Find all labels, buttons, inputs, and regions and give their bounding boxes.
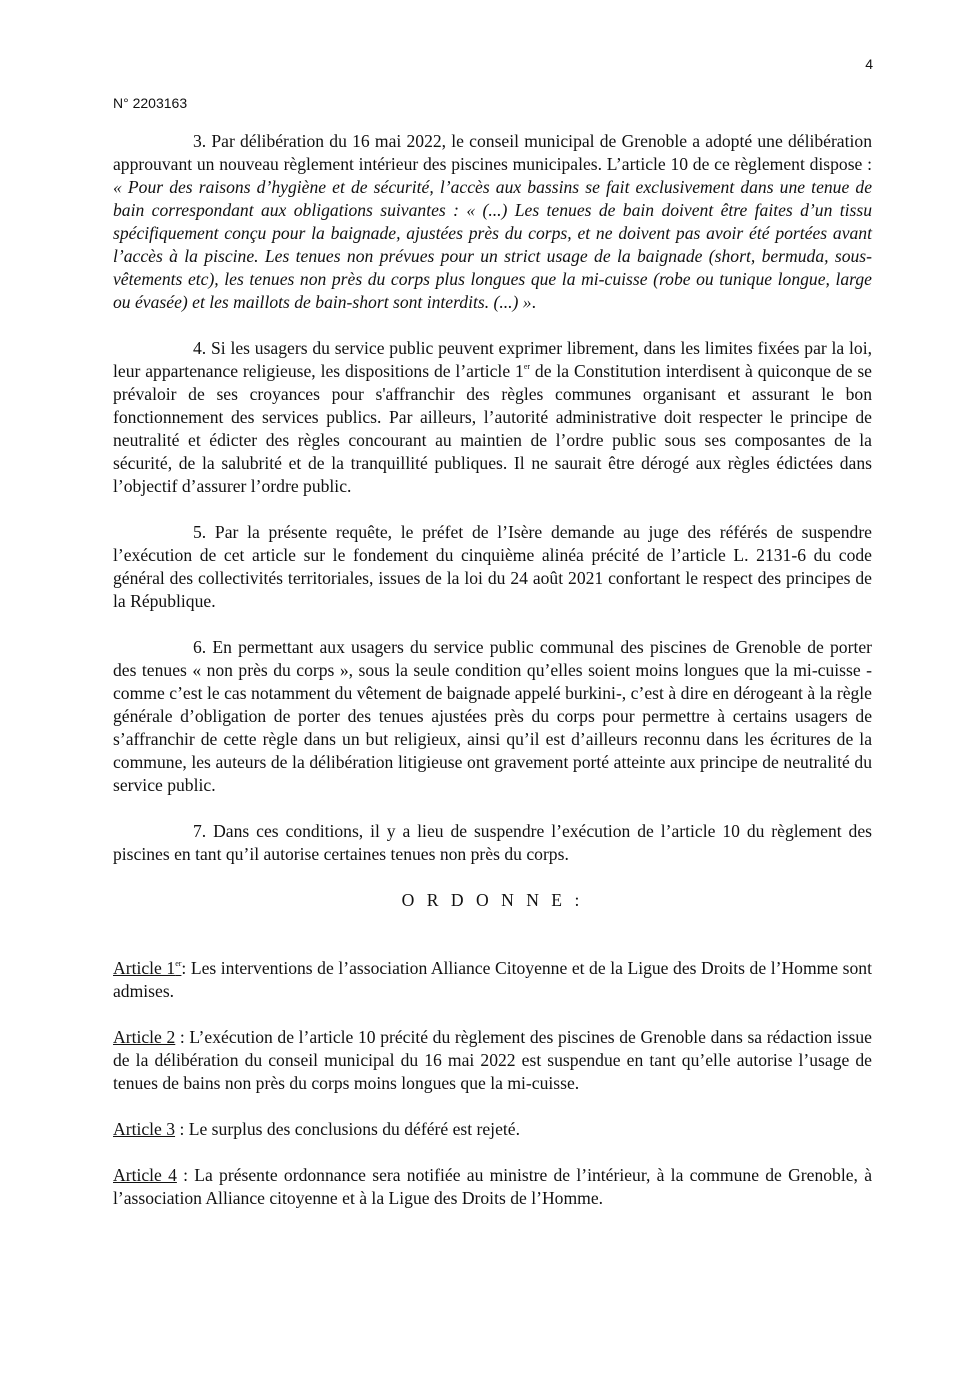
article-3 bbox=[113, 1118, 872, 1141]
article-2 bbox=[113, 1026, 872, 1095]
paragraph-3-end: . bbox=[531, 292, 537, 312]
document-body bbox=[113, 130, 872, 1233]
article-4 bbox=[113, 1164, 872, 1210]
ordonne-heading: O R D O N N E : bbox=[401, 890, 584, 910]
article-4-label: Article 4 bbox=[113, 1165, 177, 1185]
article-1 bbox=[113, 957, 872, 1003]
page-number: 4 bbox=[865, 56, 873, 72]
paragraph-4 bbox=[113, 337, 872, 498]
article-1-label-text: Article 1 bbox=[113, 958, 176, 978]
article-1-label bbox=[113, 958, 181, 978]
article-4-text: : La présente ordonnance sera notifiée au ministre de l’intérieur, à la commune de Grenoble, à l’association Alliance citoyenne et à la Ligue des Droits de l’Homme. bbox=[113, 1165, 873, 1208]
article-3-text: : Le surplus des conclusions du déféré est rejeté. bbox=[175, 1119, 520, 1139]
paragraph-5: 5. Par la présente requête, le préfet de l’Isère demande au juge des référés de suspendre l’exécution de cet article sur le fondement du cinquième alinéa précité de l’article L. 2131-6 du code général des collectivités territoriales, issues de la loi du 24 août 2021 confortant le respect des principes de la République. bbox=[113, 522, 872, 611]
paragraph-3-quote: « Pour des raisons d’hygiène et de sécurité, l’accès aux bassins se fait exclusivement dans une tenue de bain correspondant aux obligations suivantes : « (...) Les tenues de bain doivent être faites d’un tissu spécifiquement conçu pour la baignade, ajustées près du corps, et ne doivent pas avoir été portées avant l’accès à la piscine. Les tenues non prévues pour un strict usage de la baignade (short, bermuda, sous-vêtements etc), les tenues non près du corps plus longues que la mi-cuisse (robe ou tunique longue, large ou évasée) et les maillots de bain-short sont interdits. (...) » bbox=[113, 177, 872, 312]
paragraph-4-after: de la Constitution interdisent à quiconque de se prévaloir de ses croyances pour s'affranchir des règles communes organisant et assurant le bon fonctionnement des services publics. Par ailleurs, l’autorité administrative doit respecter le principe de neutralité et édicter des règles concourant au maintien de l’ordre public sous ses composantes de la sécurité, de la salubrité et de la tranquillité publiques. Il ne saurait être dérogé aux règles édictées dans l’objectif d’assurer l’ordre public. bbox=[113, 361, 872, 496]
paragraph-7: 7. Dans ces conditions, il y a lieu de suspendre l’exécution de l’article 10 du règlement des piscines en tant qu’il autorise certaines tenues non près du corps. bbox=[113, 821, 872, 864]
article-2-label: Article 2 bbox=[113, 1027, 176, 1047]
paragraph-4-before: 4. Si les usagers du service public peuvent exprimer librement, dans les limites fixées par la loi, leur appartenance religieuse, les dispositions de l’article 1 bbox=[113, 338, 872, 381]
article-3-label: Article 3 bbox=[113, 1119, 176, 1139]
paragraph-6: 6. En permettant aux usagers du service public communal des piscines de Grenoble de porter des tenues « non près du corps », sous la seule condition qu’elles soient moins longues que la mi-cuisse - comme c’est le cas notamment du vêtement de baignade appelé burkini-, c’est à dire en dérogeant à la règle générale d’obligation de porter des tenues ajustées près du corps pour permettre à certains usagers de s’affranchir de cette règle dans un but religieux, ainsi qu’il est d’ailleurs reconnu dans les écritures de la commune, les auteurs de la délibération litigieuse ont gravement porté atteinte aux principe de neutralité du service public. bbox=[113, 637, 872, 795]
paragraph-3 bbox=[113, 130, 872, 314]
article-2-text: : L’exécution de l’article 10 précité du règlement des piscines de Grenoble dans sa rédaction issue de la délibération du conseil municipal du 16 mai 2022 est suspendue en tant qu’elle autorise l’usage de tenues de bains non près du corps moins longues que la mi-cuisse. bbox=[113, 1027, 872, 1093]
case-number: N° 2203163 bbox=[113, 95, 188, 111]
article-1-superscript: er bbox=[175, 959, 182, 968]
paragraph-3-intro: 3. Par délibération du 16 mai 2022, le conseil municipal de Grenoble a adopté une délibération approuvant un nouveau règlement intérieur des piscines municipales. L’article 10 de ce règlement dispose : bbox=[113, 131, 872, 174]
paragraph-4-superscript: er bbox=[523, 362, 531, 371]
article-1-text: : Les interventions de l’association Alliance Citoyenne et de la Ligue des Droits de l’Homme sont admises. bbox=[113, 958, 872, 1001]
